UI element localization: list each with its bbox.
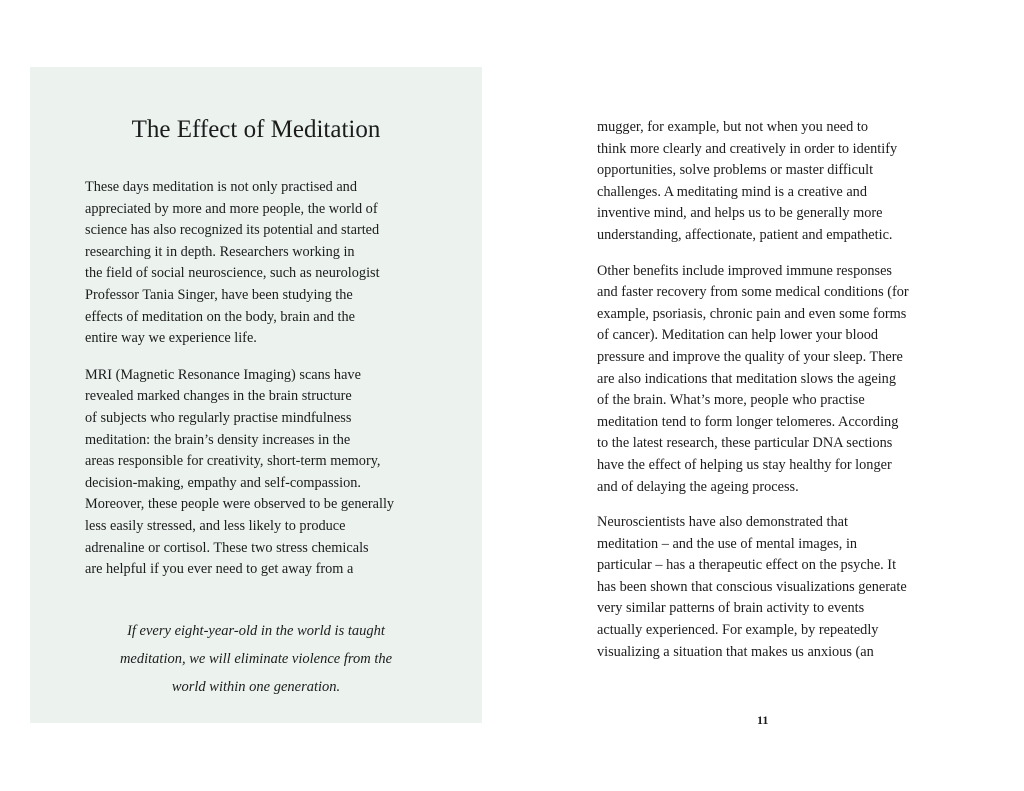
left-paragraph-1: [85, 177, 455, 350]
text-line: These days meditation is not only practised and: [85, 179, 357, 195]
text-line: inventive mind, and helps us to be generally more: [597, 205, 883, 222]
text-line: understanding, affectionate, patient and empathetic.: [597, 226, 893, 243]
text-line: meditation tend to form longer telomeres. According: [597, 413, 899, 430]
text-line: entire way we experience life.: [85, 330, 257, 347]
text-line: visualizing a situation that makes us anxious (an: [597, 643, 874, 660]
text-line: are also indications that meditation slows the ageing: [597, 370, 896, 387]
right-body-text: [597, 117, 947, 677]
text-line: has been shown that conscious visualizations generate: [597, 578, 907, 595]
quote-line: If every eight-year-old in the world is taught: [127, 623, 385, 639]
right-paragraph-1: [597, 117, 947, 247]
text-line: the field of social neuroscience, such as neurologist: [85, 265, 380, 282]
text-line: appreciated by more and more people, the world of: [85, 200, 378, 217]
page-title: The Effect of Meditation: [131, 116, 381, 143]
text-line: science has also recognized its potential and started: [85, 222, 380, 239]
page-number: 11: [757, 713, 769, 727]
text-line: of subjects who regularly practise mindfulness: [85, 409, 352, 426]
text-line: decision-making, empathy and self-compassion.: [85, 474, 361, 491]
text-line: of the brain. What’s more, people who practise: [597, 392, 865, 409]
text-line: Moreover, these people were observed to be generally: [85, 496, 395, 513]
text-line: Professor Tania Singer, have been studying the: [85, 286, 353, 303]
text-line: less easily stressed, and less likely to produce: [85, 517, 346, 534]
text-line: of cancer). Meditation can help lower your blood: [597, 327, 879, 344]
quote-line: world within one generation.: [171, 679, 341, 695]
text-line: adrenaline or cortisol. These two stress chemicals: [85, 539, 369, 556]
pull-quote: [90, 617, 422, 701]
text-line: challenges. A meditating mind is a creative and: [597, 183, 867, 200]
left-paragraph-2: [85, 365, 455, 581]
text-line: have the effect of helping us stay healthy for longer: [597, 456, 892, 473]
text-line: very similar patterns of brain activity to events: [597, 600, 865, 617]
right-paragraph-2: [597, 261, 947, 499]
text-line: Neuroscientists have also demonstrated that: [597, 514, 848, 531]
text-line: and of delaying the ageing process.: [597, 478, 799, 495]
text-line: and faster recovery from some medical conditions (for: [597, 284, 909, 301]
text-line: are helpful if you ever need to get away from a: [85, 561, 354, 578]
text-line: areas responsible for creativity, short-term memory,: [85, 453, 381, 470]
text-line: meditation – and the use of mental images, in: [597, 535, 858, 552]
text-line: think more clearly and creatively in order to identify: [597, 140, 898, 157]
right-paragraph-3: [597, 512, 947, 663]
text-line: mugger, for example, but not when you need to: [597, 119, 868, 135]
text-line: revealed marked changes in the brain structure: [85, 388, 352, 405]
text-line: effects of meditation on the body, brain and the: [85, 308, 355, 325]
text-line: example, psoriasis, chronic pain and even some forms: [597, 305, 907, 322]
left-page: [30, 67, 482, 723]
text-line: MRI (Magnetic Resonance Imaging) scans have: [85, 366, 361, 383]
text-line: opportunities, solve problems or master difficult: [597, 162, 874, 179]
quote-line: meditation, we will eliminate violence from the: [119, 651, 393, 667]
text-line: to the latest research, these particular DNA sections: [597, 435, 893, 452]
text-line: particular – has a therapeutic effect on the psyche. It: [597, 557, 897, 574]
text-line: researching it in depth. Researchers working in: [85, 243, 355, 260]
text-line: actually experienced. For example, by repeatedly: [597, 622, 879, 639]
left-body-text: [85, 177, 455, 596]
text-line: Other benefits include improved immune responses: [597, 262, 892, 279]
text-line: pressure and improve the quality of your sleep. There: [597, 348, 903, 365]
text-line: meditation: the brain’s density increases in the: [85, 431, 351, 448]
